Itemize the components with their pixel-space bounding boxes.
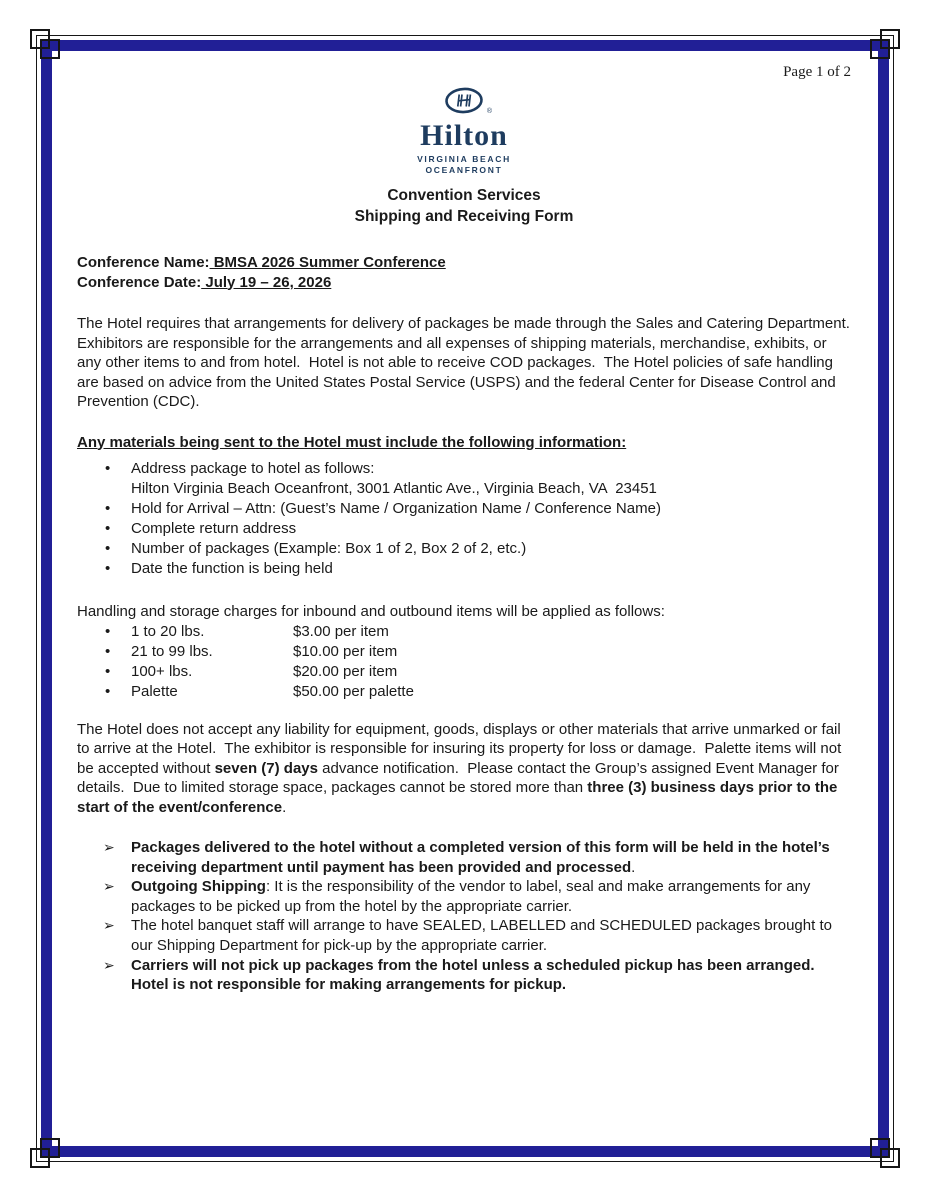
conference-info [77, 253, 851, 292]
liability-paragraph: The Hotel does not accept any liability for equipment, goods, displays or other materials that arrive unmarked or fail to arrive at the Hotel. The exhibitor is responsible for insuring its property for loss or damage. Palette items will not be accepted without seven (7) days advance notification. Please contact the Group’s assigned Event Manager for details. Due to limited storage space, packages cannot be stored more than three (3) business days prior to the start of the event/conference. [77, 720, 846, 816]
materials-list [77, 459, 851, 579]
policy-item [77, 838, 851, 877]
list-item-text: Address package to hotel as follows: [131, 460, 375, 477]
charge-row [77, 662, 851, 682]
bullet-icon: • [105, 642, 111, 660]
border-corner-ornament [870, 1138, 890, 1158]
arrow-bullet-icon: ➢ [103, 839, 115, 855]
charge-weight: 100+ lbs. [131, 662, 193, 680]
hilton-wordmark: Hilton [420, 119, 508, 152]
document-title-line1: Convention Services [387, 187, 541, 204]
list-item [77, 519, 851, 539]
charge-price: $20.00 per item [293, 662, 398, 680]
list-item-text: Complete return address [131, 520, 297, 537]
bullet-icon: • [105, 460, 111, 477]
conference-name-label: Conference Name: [77, 254, 210, 271]
page-number: Page 1 of 2 [783, 64, 851, 80]
charge-weight: 21 to 99 lbs. [131, 642, 213, 660]
charge-price: $3.00 per item [293, 622, 389, 640]
policy-text: Outgoing Shipping: It is the responsibility of the vendor to label, seal and make arrangements for any packages to be picked up from the hotel by the appropriate carrier. [131, 878, 815, 915]
conference-date-label: Conference Date: [77, 273, 202, 291]
policy-text: Packages delivered to the hotel without a completed version of this form will be held in the hotel’s receiving department until payment has been provided and processed. [131, 839, 834, 876]
document-title-line2: Shipping and Receiving Form [354, 208, 574, 225]
document-title [77, 185, 851, 227]
hilton-crest-icon [443, 86, 485, 116]
bullet-icon: • [105, 520, 111, 537]
hotel-location-line1: VIRGINIA BEACH [417, 154, 511, 164]
list-item-continuation [77, 479, 851, 499]
materials-heading: Any materials being sent to the Hotel must include the following information: [77, 433, 627, 451]
list-item [77, 539, 851, 559]
policy-item [77, 956, 851, 995]
list-item-text: Hold for Arrival – Attn: (Guest’s Name / Organization Name / Conference Name) [131, 500, 661, 517]
policy-item [77, 877, 851, 916]
bullet-icon: • [105, 540, 111, 557]
policy-text: Carriers will not pick up packages from the hotel unless a scheduled pickup has been arranged. Hotel is not responsible for making arrangements for pickup. [131, 956, 819, 994]
list-item [77, 499, 851, 519]
bullet-icon: • [105, 500, 111, 517]
hotel-location-line2: OCEANFRONT [425, 164, 503, 175]
conference-name-line [77, 253, 851, 273]
arrow-bullet-icon: ➢ [103, 878, 115, 895]
charge-row [77, 682, 851, 702]
bullet-icon: • [105, 560, 111, 577]
hilton-logo [77, 86, 851, 175]
policy-text: The hotel banquet staff will arrange to have SEALED, LABELLED and SCHEDULED packages brought to our Shipping Department for pick-up by the appropriate carrier. [131, 917, 837, 954]
list-item [77, 459, 851, 479]
bullet-icon: • [105, 682, 111, 700]
bullet-spacer [105, 479, 131, 499]
bullet-icon: • [105, 622, 111, 640]
list-item [77, 559, 851, 579]
list-item-text: Hilton Virginia Beach Oceanfront, 3001 Atlantic Ave., Virginia Beach, VA 23451 [131, 480, 657, 497]
hilton-crest [443, 86, 492, 116]
arrow-bullet-icon: ➢ [103, 917, 115, 934]
list-item-text: Number of packages (Example: Box 1 of 2, Box 2 of 2, etc.) [131, 540, 527, 557]
registered-mark: ® [486, 108, 492, 115]
charge-row [77, 642, 851, 662]
border-corner-ornament [40, 1138, 60, 1158]
bullet-icon: • [105, 662, 111, 680]
charge-weight: Palette [131, 682, 178, 700]
arrow-bullet-icon: ➢ [103, 956, 115, 973]
list-item-text: Date the function is being held [131, 560, 333, 577]
intro-paragraph: The Hotel requires that arrangements for delivery of packages be made through the Sales and Catering Department. Exhibitors are responsible for the arrangements and all expenses of shipping materials, merchandise, exhibits, or any other items to and from hotel. Hotel is not able to receive COD packages. The Hotel policies of safe handling are based on advice from the United States Postal Service (USPS) and the federal Center for Disease Control and Prevention (CDC). [77, 315, 859, 410]
conference-name-value: BMSA 2026 Summer Conference [209, 254, 446, 271]
charge-row [77, 622, 851, 642]
charge-price: $50.00 per palette [293, 682, 414, 700]
charges-list [77, 622, 851, 702]
charge-price: $10.00 per item [293, 642, 398, 660]
policies-list [77, 838, 851, 995]
conference-date-value: July 19 – 26, 2026 [201, 273, 332, 291]
charges-intro: Handling and storage charges for inbound and outbound items will be applied as follows: [77, 603, 665, 620]
conference-date-line [77, 273, 851, 293]
charge-weight: 1 to 20 lbs. [131, 622, 205, 640]
policy-item [77, 916, 851, 955]
